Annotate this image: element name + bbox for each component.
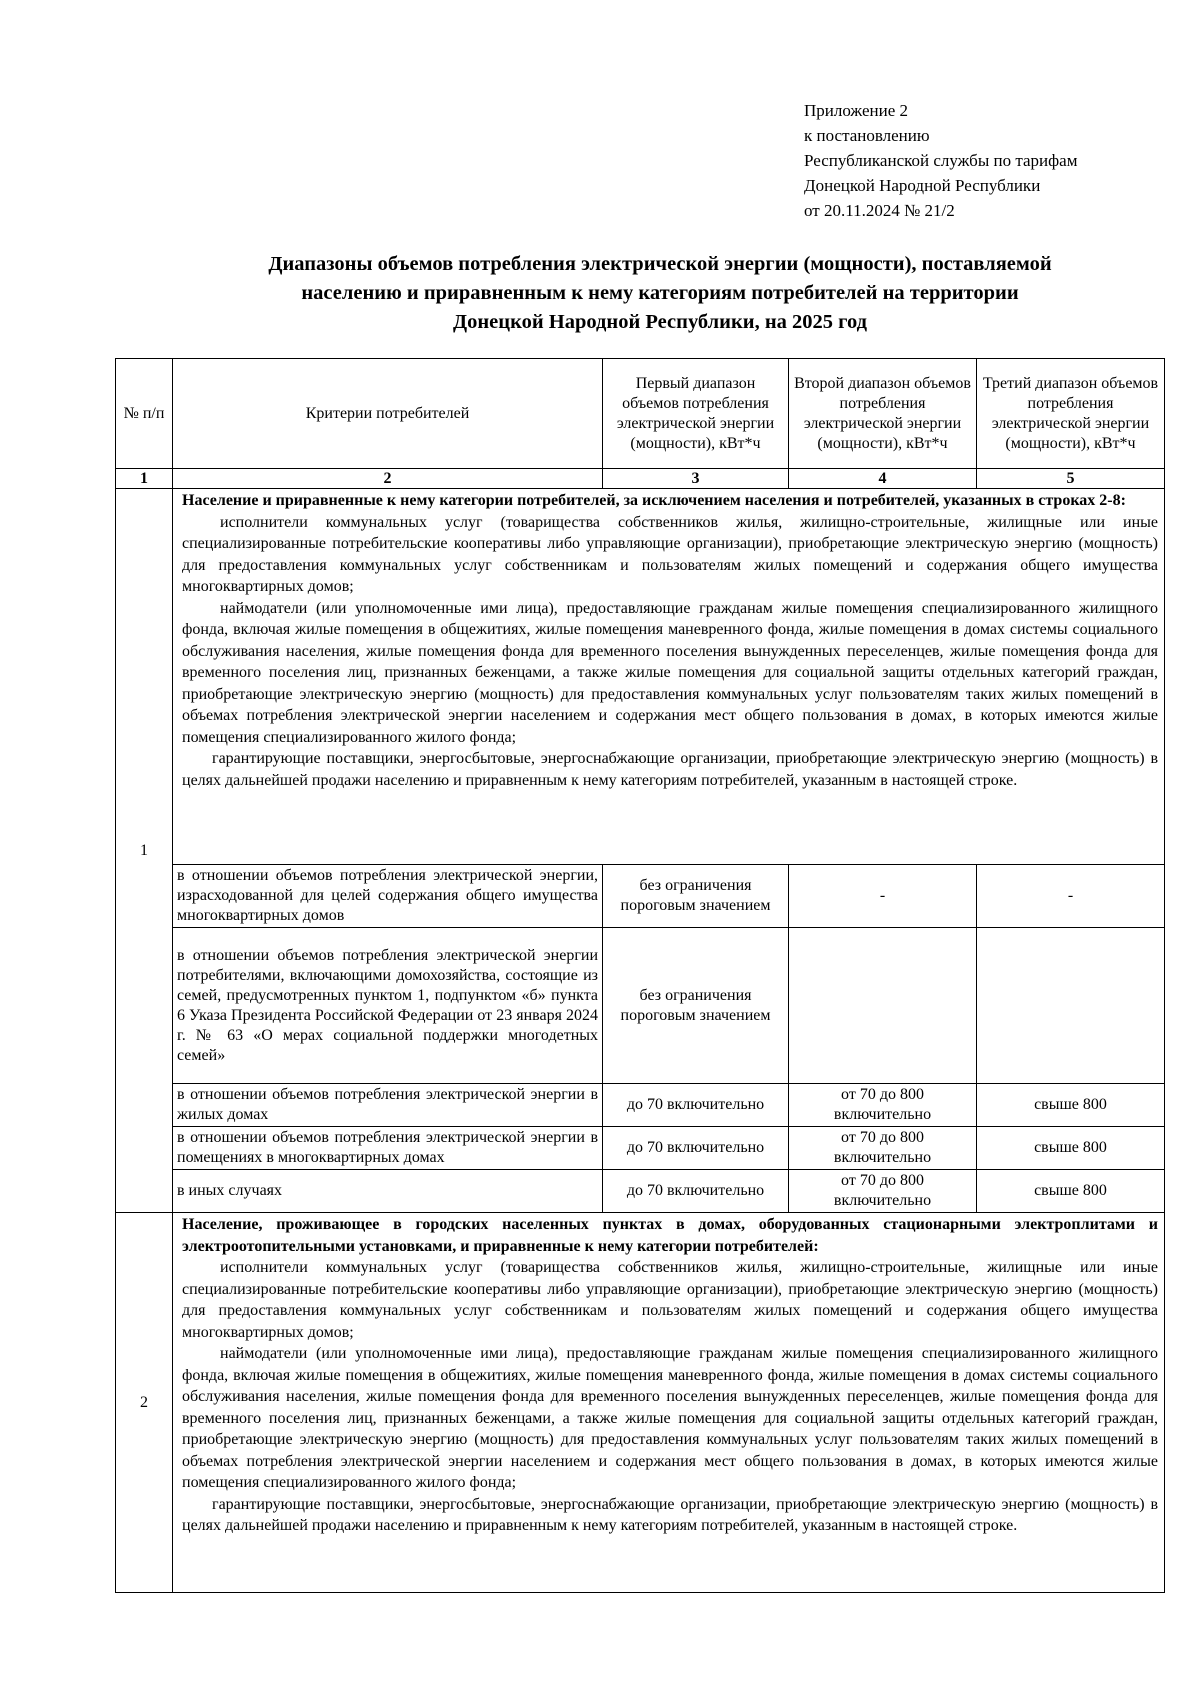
index-cell: 4 — [789, 469, 977, 489]
subrow-criteria: в отношении объемов потребления электрической энергии, израсходованной для целей содержания общего имущества многоквартирных домов — [173, 865, 603, 928]
row1-subrow — [116, 928, 1165, 1084]
header-range1: Первый диапазон объемов потребления электрической энергии (мощности), кВт*ч — [603, 359, 789, 469]
title-line: Диапазоны объемов потребления электрической энергии (мощности), поставляемой — [268, 253, 1052, 275]
header-range3: Третий диапазон объемов потребления электрической энергии (мощности), кВт*ч — [977, 359, 1165, 469]
row1-number: 1 — [116, 489, 173, 1213]
subrow-range3: свыше 800 — [977, 1170, 1165, 1213]
appendix-line: к постановлению — [804, 126, 930, 145]
subrow-range3 — [977, 928, 1165, 1084]
subrow-range3: свыше 800 — [977, 1127, 1165, 1170]
subrow-range2: от 70 до 800 включительно — [789, 1127, 977, 1170]
subrow-range3: - — [977, 865, 1165, 928]
row1-paragraph: гарантирующие поставщики, энергосбытовые, энергоснабжающие организации, приобретающие электрическую энергию (мощность) в целях дальнейшей продажи населению и приравненным к нему категориям потребителей, указанным в настоящей строке. — [182, 750, 1158, 789]
row2-paragraph: наймодатели (или уполномоченные ими лица), предоставляющие гражданам жилые помещения специализированного жилищного фонда, включая жилые помещения в общежитиях, жилые помещения маневренного фонда, жилые помещения в домах системы социального обслуживания населения, жилые помещения фонда для временного поселения вынужденных переселенцев, жилые помещения фонда для временного поселения лиц, признанных беженцами, а также жилые помещения для социальной защиты отдельных категорий граждан, приобретающие электрическую энергию (мощность) для предоставления коммунальных услуг пользователям таких жилых помещений в объемах потребления электрической энергии населением и содержания мест общего пользования в домах, в которых имеются жилые помещения специализированного жилого фонда; — [182, 1345, 1158, 1491]
header-row — [116, 359, 1165, 469]
subrow-range1: до 70 включительно — [603, 1170, 789, 1213]
index-cell: 3 — [603, 469, 789, 489]
appendix-line: от 20.11.2024 № 21/2 — [804, 201, 955, 220]
index-row — [116, 469, 1165, 489]
row1-subrow — [116, 1170, 1165, 1213]
row2-number: 2 — [116, 1213, 173, 1593]
row1-paragraph: наймодатели (или уполномоченные ими лица), предоставляющие гражданам жилые помещения специализированного жилищного фонда, включая жилые помещения в общежитиях, жилые помещения маневренного фонда, жилые помещения в домах системы социального обслуживания населения, жилые помещения фонда для временного поселения вынужденных переселенцев, жилые помещения фонда для временного поселения лиц, признанных беженцами, а также жилые помещения для социальной защиты отдельных категорий граждан, приобретающие электрическую энергию (мощность) для предоставления коммунальных услуг пользователям таких жилых помещений в объемах потребления электрической энергии населением и содержания мест общего пользования в домах, в которых имеются жилые помещения специализированного жилого фонда; — [182, 599, 1158, 746]
index-cell: 5 — [977, 469, 1165, 489]
appendix-line: Республиканской службы по тарифам — [804, 151, 1078, 170]
row2-paragraph: исполнители коммунальных услуг (товарищества собственников жилья, жилищно-строительные, жилищные или иные специализированные потребительские кооперативы либо управляющие организации), приобретающие электрическую энергию (мощность) для предоставления коммунальных услуг собственникам и пользователям жилых помещений и содержания общего имущества многоквартирных домов; — [182, 1259, 1158, 1341]
appendix-block — [804, 98, 1184, 223]
row1-subrow — [116, 1084, 1165, 1127]
subrow-range1: без ограничения пороговым значением — [603, 928, 789, 1084]
document-title — [110, 250, 1200, 337]
subrow-range2: - — [789, 865, 977, 928]
row2-description — [116, 1213, 1165, 1593]
subrow-criteria: в отношении объемов потребления электрической энергии в жилых домах — [173, 1084, 603, 1127]
consumption-ranges-table — [115, 358, 1165, 1593]
subrow-criteria: в отношении объемов потребления электрической энергии в помещениях в многоквартирных домах — [173, 1127, 603, 1170]
subrow-criteria: в отношении объемов потребления электрической энергии потребителями, включающими домохозяйства, состоящие из семей, предусмотренных пунктом 1, подпунктом «б» пункта 6 Указа Президента Российской Федерации от 23 января 2024 г. № 63 «О мерах социальной поддержки многодетных семей» — [173, 928, 603, 1084]
row1-subrow — [116, 865, 1165, 928]
subrow-range1: без ограничения пороговым значением — [603, 865, 789, 928]
row2-heading: Население, проживающее в городских населенных пунктах в домах, оборудованных стационарными электроплитами и электроотопительными установками, и приравненные к нему категории потребителей: — [182, 1216, 1158, 1255]
index-cell: 2 — [173, 469, 603, 489]
row1-paragraph: исполнители коммунальных услуг (товарищества собственников жилья, жилищно-строительные, жилищные или иные специализированные потребительские кооперативы либо управляющие организации), приобретающие электрическую энергию (мощность) для предоставления коммунальных услуг собственникам и пользователям жилых помещений и содержания общего имущества многоквартирных домов; — [182, 513, 1158, 595]
row1-heading: Население и приравненные к нему категории потребителей, за исключением населения и потребителей, указанных в строках 2-8: — [182, 492, 1126, 509]
header-criteria: Критерии потребителей — [173, 359, 603, 469]
subrow-range2: от 70 до 800 включительно — [789, 1084, 977, 1127]
row2-text — [173, 1213, 1165, 1593]
title-line: населению и приравненным к нему категориям потребителей на территории — [301, 282, 1019, 304]
row1-text — [173, 489, 1165, 865]
header-num: № п/п — [116, 359, 173, 469]
header-range2: Второй диапазон объемов потребления электрической энергии (мощности), кВт*ч — [789, 359, 977, 469]
subrow-range3: свыше 800 — [977, 1084, 1165, 1127]
subrow-range1: до 70 включительно — [603, 1127, 789, 1170]
subrow-range2 — [789, 928, 977, 1084]
appendix-line: Приложение 2 — [804, 101, 908, 120]
row1-subrow — [116, 1127, 1165, 1170]
title-line: Донецкой Народной Республики, на 2025 год — [453, 311, 867, 333]
row2-paragraph: гарантирующие поставщики, энергосбытовые, энергоснабжающие организации, приобретающие электрическую энергию (мощность) в целях дальнейшей продажи населению и приравненным к нему категориям потребителей, указанным в настоящей строке. — [182, 1495, 1158, 1534]
subrow-range2: от 70 до 800 включительно — [789, 1170, 977, 1213]
index-cell: 1 — [116, 469, 173, 489]
subrow-criteria: в иных случаях — [173, 1170, 603, 1213]
subrow-range1: до 70 включительно — [603, 1084, 789, 1127]
appendix-line: Донецкой Народной Республики — [804, 176, 1041, 195]
row1-description — [116, 489, 1165, 865]
